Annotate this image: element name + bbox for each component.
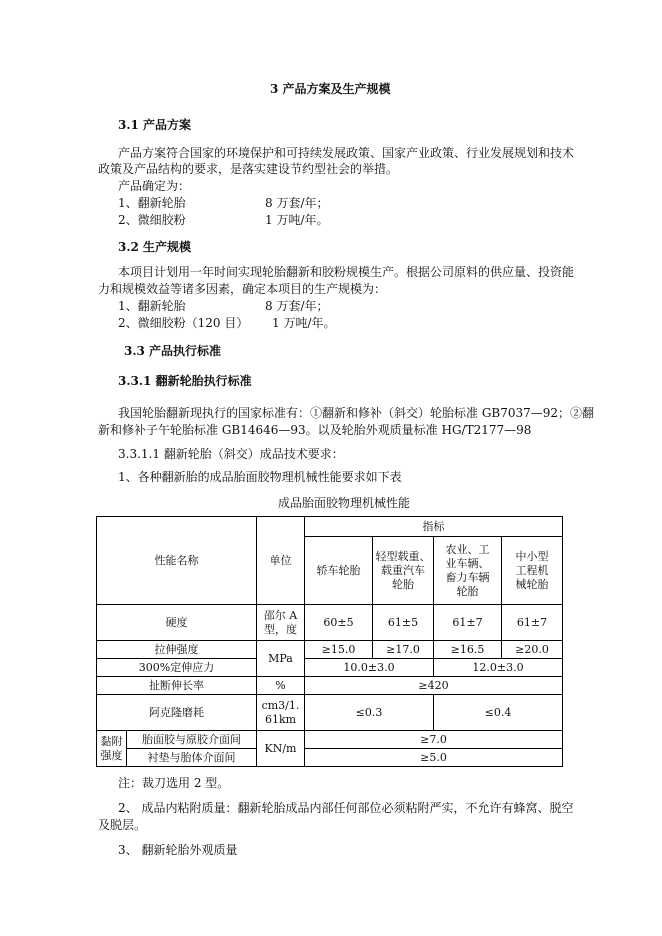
table-note: 注：裁刀选用 2 型。	[118, 776, 230, 790]
scale-item-1-value: 8 万套/年；	[265, 299, 329, 313]
standard-para-line1: 我国轮胎翻新现执行的国家标准有：①翻新和修补（斜交）轮胎标准 GB7037—92；②翻	[118, 406, 595, 420]
header-property-name: 性能名称	[97, 517, 257, 605]
product-item-2-value: 1 万吨/年。	[265, 213, 329, 227]
page-title: 3 产品方案及生产规模	[270, 82, 391, 96]
row-adhesion-2-name: 衬垫与胎体介面间	[127, 749, 257, 767]
table-row	[97, 659, 563, 677]
table-row	[97, 641, 563, 659]
row-abrasion-name: 阿克隆磨耗	[97, 695, 257, 731]
header-index: 指标	[305, 517, 563, 537]
product-item-1-name: 1、翻新轮胎	[118, 196, 186, 210]
section-3-2-para-line2: 力和规模效益等诸多因素，确定本项目的生产规模为：	[98, 282, 387, 296]
section-3-1-para-line1: 产品方案符合国家的环境保护和可持续发展政策、国家产业政策、行业发展规划和技术	[118, 146, 575, 160]
row-tensile-value-3: ≥16.5	[434, 641, 502, 659]
row-abrasion-value-2: ≤0.4	[434, 695, 563, 731]
row-hardness-value-2: 61±5	[373, 605, 434, 641]
product-item-1-value: 8 万套/年；	[265, 196, 329, 210]
section-3-3-1-heading: 3.3.1 翻新轮胎执行标准	[118, 374, 252, 388]
requirement-2-line1: 2、 成品内粘附质量：翻新轮胎成品内部任何部位必须粘附严实，不允许有蜂窝、脱空	[118, 801, 574, 815]
header-truck-tire: 轻型载重、 载重汽车 轮胎	[373, 537, 434, 605]
row-elongation-unit: %	[257, 677, 305, 695]
scale-item-1-name: 1、翻新轮胎	[118, 299, 186, 313]
row-stress-name: 300%定伸应力	[97, 659, 257, 677]
row-hardness-name: 硬度	[97, 605, 257, 641]
row-hardness-value-3: 61±7	[434, 605, 502, 641]
row-adhesion-2-value: ≥5.0	[305, 749, 563, 767]
row-tensile-unit: MPa	[257, 641, 305, 677]
section-3-1-heading: 3.1 产品方案	[118, 118, 192, 132]
row-tensile-value-2: ≥17.0	[373, 641, 434, 659]
row-abrasion-value-1: ≤0.3	[305, 695, 434, 731]
row-elongation-name: 扯断伸长率	[97, 677, 257, 695]
row-abrasion-unit: cm3/1. 61km	[257, 695, 305, 731]
row-hardness-value-1: 60±5	[305, 605, 373, 641]
row-adhesion-group: 黏附 强度	[97, 731, 127, 767]
row-hardness-value-4: 61±7	[502, 605, 563, 641]
row-elongation-value: ≥420	[305, 677, 563, 695]
row-tensile-name: 拉伸强度	[97, 641, 257, 659]
section-3-2-para-line1: 本项目计划用一年时间实现轮胎翻新和胶粉规模生产。根据公司原料的供应量、投资能	[118, 265, 575, 279]
standard-para-line2: 新和修补子午轮胎标准 GB14646—93。以及轮胎外观质量标准 HG/T2177—98	[98, 423, 532, 437]
row-adhesion-unit: KN/m	[257, 731, 305, 767]
table-row	[97, 695, 563, 731]
header-passenger-tire: 轿车轮胎	[305, 537, 373, 605]
section-3-3-1-1-heading: 3.3.1.1 翻新轮胎（斜交）成品技术要求：	[118, 447, 344, 461]
row-stress-value-12: 10.0±3.0	[305, 659, 434, 677]
table-caption: 成品胎面胶物理机械性能	[278, 496, 411, 510]
row-hardness-unit: 邵尔 A 型，度	[257, 605, 305, 641]
table-row	[97, 749, 563, 767]
requirement-2-line2: 及脱层。	[98, 818, 147, 832]
scale-item-2-name: 2、微细胶粉（120 目）	[118, 316, 249, 330]
header-engineering-tire: 中小型 工程机 械轮胎	[502, 537, 563, 605]
scale-item-2-value: 1 万吨/年。	[272, 316, 336, 330]
requirement-3: 3、 翻新轮胎外观质量	[118, 843, 238, 857]
header-unit: 单位	[257, 517, 305, 605]
section-3-3-heading: 3.3 产品执行标准	[124, 344, 222, 358]
row-tensile-value-4: ≥20.0	[502, 641, 563, 659]
section-3-2-heading: 3.2 生产规模	[118, 240, 192, 254]
section-3-1-para-line2: 政策及产品结构的要求，是落实建设节约型社会的举措。	[98, 162, 399, 176]
product-intro: 产品确定为：	[118, 179, 191, 193]
table-row	[97, 605, 563, 641]
requirement-1: 1、各种翻新胎的成品胎面胶物理机械性能要求如下表	[118, 470, 402, 484]
row-stress-value-34: 12.0±3.0	[434, 659, 563, 677]
row-tensile-value-1: ≥15.0	[305, 641, 373, 659]
product-item-2-name: 2、微细胶粉	[118, 213, 186, 227]
properties-table	[96, 516, 563, 767]
row-adhesion-1-value: ≥7.0	[305, 731, 563, 749]
row-adhesion-1-name: 胎面胶与原胶介面间	[127, 731, 257, 749]
header-agricultural-tire: 农业、工 业车辆、 畜力车辆 轮胎	[434, 537, 502, 605]
table-row	[97, 677, 563, 695]
table-row	[97, 731, 563, 749]
